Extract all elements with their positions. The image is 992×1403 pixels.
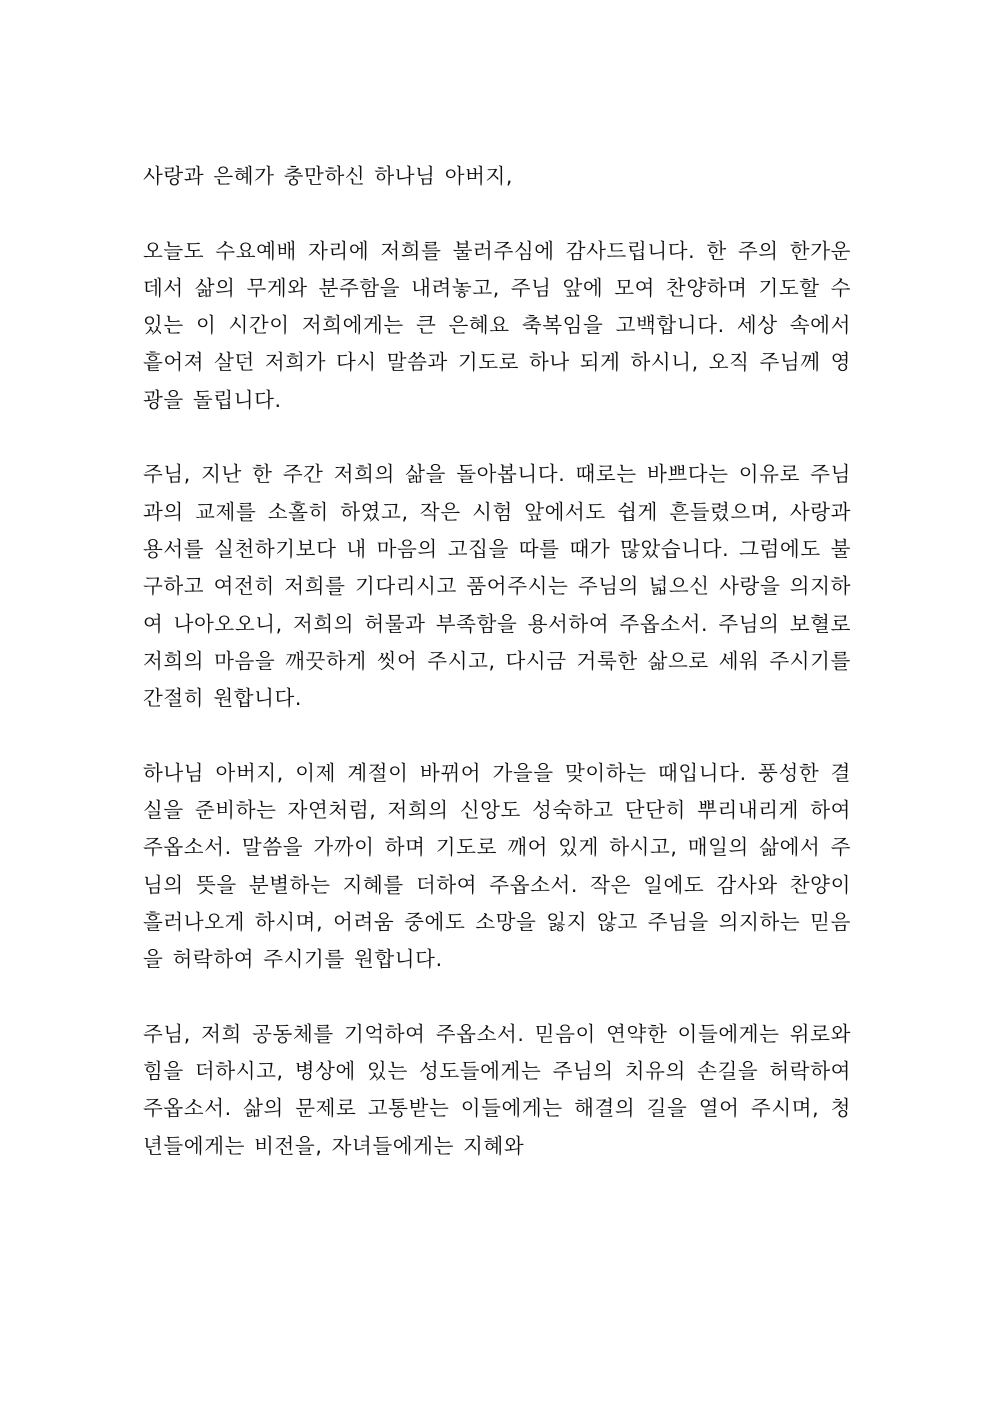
paragraph-community-intercession: 주님, 저희 공동체를 기억하여 주옵소서. 믿음이 연약한 이들에게는 위로와 힘을 더하시고, 병상에 있는 성도들에게는 주님의 치유의 손길을 허락하여 주옵소서. 삶의 문제로 고통받는 이들에게는 해결의 길을 열어 주시며, 청년들에게는 비전을, 자녀들에게는 지혜와 [143, 1021, 851, 1158]
paragraph-autumn-petition: 하나님 아버지, 이제 계절이 바뀌어 가을을 맞이하는 때입니다. 풍성한 결실을 준비하는 자연처럼, 저희의 신앙도 성숙하고 단단히 뿌리내리게 하여 주옵소서. 말씀을 가까이 하며 기도로 깨어 있게 하시고, 매일의 삶에서 주님의 뜻을 분별하는 지혜를 더하여 주옵소서. 작은 일에도 감사와 찬양이 흘러나오게 하시며, 어려움 중에도 소망을 잃지 않고 주님을 의지하는 믿음을 허락하여 주시기를 원합니다. [143, 760, 851, 972]
greeting-line: 사랑과 은혜가 충만하신 하나님 아버지, [143, 164, 514, 188]
paragraph-repentance: 주님, 지난 한 주간 저희의 삶을 돌아봅니다. 때로는 바쁘다는 이유로 주님과의 교제를 소홀히 하였고, 작은 시험 앞에서도 쉽게 흔들렸으며, 사랑과 용서를 실천하기보다 내 마음의 고집을 따를 때가 많았습니다. 그럼에도 불구하고 여전히 저희를 기다리시고 품어주시는 주님의 넓으신 사랑을 의지하여 나아오오니, 저희의 허물과 부족함을 용서하여 주옵소서. 주님의 보혈로 저희의 마음을 깨끗하게 씻어 주시고, 다시금 거룩한 삶으로 세워 주시기를 간절히 원합니다. [143, 462, 851, 711]
paragraph-thanksgiving: 오늘도 수요예배 자리에 저희를 불러주심에 감사드립니다. 한 주의 한가운데서 삶의 무게와 분주함을 내려놓고, 주님 앞에 모여 찬양하며 기도할 수 있는 이 시간이 저희에게는 큰 은혜요 축복임을 고백합니다. 세상 속에서 흩어져 살던 저희가 다시 말씀과 기도로 하나 되게 하시니, 오직 주님께 영광을 돌립니다. [143, 238, 851, 412]
prayer-text [143, 158, 851, 1202]
